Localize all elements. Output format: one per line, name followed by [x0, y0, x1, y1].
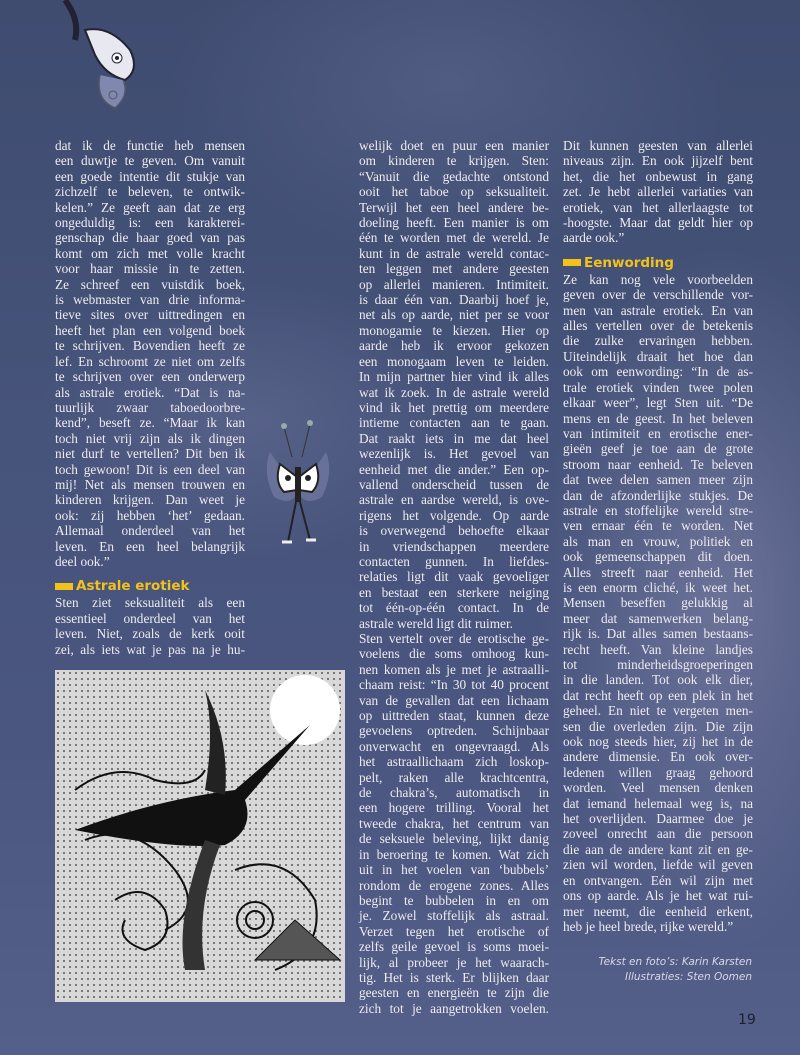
text-line: ledenen willen graag gehoord [563, 764, 753, 780]
text-line: net als op aarde, niet per se voor [359, 307, 549, 323]
text-line: een monogaam leven te leiden. [359, 353, 549, 369]
paragraph [563, 138, 753, 246]
text-line: tot minderheidsgroeperingen [563, 657, 753, 672]
text-line: ten leggen met andere geesten [359, 261, 549, 277]
text-line: heeft het plan een volgend boek [55, 322, 245, 338]
text-line: één te worden met de wereld. Je [359, 230, 549, 246]
text-line: deel ook.” [55, 553, 110, 569]
text-line: op allerlei manieren. Intimiteit. [359, 276, 549, 292]
text-line: Dat raakt iets in me dat heel [359, 430, 549, 446]
text-line: Dit kunnen geesten van allerlei [563, 138, 753, 153]
text-line: essentieel onderdeel van het [55, 610, 245, 626]
text-line: meer dat samenwerken belang- [563, 610, 753, 626]
text-line: doeling heeft. Een manier is om [359, 215, 549, 231]
text-line: de seksuele beleving, lijkt danig [359, 831, 549, 847]
text-line: dat twee delen samen meer zijn [563, 472, 753, 488]
text-line: kinderen krijgen. Dan weet je [55, 492, 245, 508]
page-number: 19 [738, 1012, 756, 1028]
text-line: in die landen. Tot ook elk dier, [563, 672, 753, 688]
text-line: te schrijven. Bovendien heeft ze [55, 338, 245, 354]
section-heading-text: Eenwording [584, 254, 674, 271]
text-line: kunt in de astrale wereld contac- [359, 245, 549, 261]
text-line: geheel. En niet te vergeten men- [563, 703, 753, 719]
text-line: Sten vertelt over de erotische ge- [359, 631, 549, 646]
text-line: tweede chakra, het centrum van [359, 815, 549, 831]
text-line: intieme contacten aan te gaan. [359, 415, 549, 431]
text-line: uit in het voelen van ‘bubbels’ [359, 862, 549, 878]
text-line: ongeduldig is: een karakterei- [55, 215, 245, 231]
text-line: rigens het volgende. Op aarde [359, 507, 549, 523]
text-line: dat recht heeft op een plek in het [563, 687, 753, 703]
text-line: in vriendschappen meerdere [359, 538, 549, 554]
text-line: toch gewoon! Dit is een deel van [55, 461, 245, 477]
paragraph [359, 631, 549, 1016]
text-line: chaam reist: “In 30 tot 40 procent [359, 677, 549, 693]
text-line: Uiteindelijk draait het hoe dan [563, 348, 753, 364]
text-line: pelt, raken alle krachtcentra, [359, 769, 549, 785]
text-line: geven over de verschillende vor- [563, 287, 753, 303]
text-line: -hoogste. Maar dat geldt hier op [563, 215, 753, 231]
paragraph [359, 138, 549, 631]
text-line: dat iemand helemaal weg is, na [563, 795, 753, 811]
text-line: zoveel onrecht aan die persoon [563, 826, 753, 842]
text-line: te schrijven over een onderwerp [55, 369, 245, 385]
text-line: ook gemeenschappen dit doen. [563, 549, 753, 565]
text-line: rondom de erogene zones. Alles [359, 877, 549, 893]
text-line: astrale en aardse wereld, is ove- [359, 492, 549, 508]
text-line: mer neemt, die eenheid erkent, [563, 903, 753, 919]
text-line: voor haar missie in te zetten. [55, 261, 245, 277]
text-line: vind ik het prettig om meerdere [359, 399, 549, 415]
text-line: “Vanuit die gedachte ontstond [359, 168, 549, 184]
text-line: van de gevallen dat een lichaam [359, 692, 549, 708]
text-line: voelens die soms omhoog kun- [359, 646, 549, 662]
text-line: Allemaal onderdeel van het [55, 523, 245, 539]
text-line: is een enorm cliché, ik weet het. [563, 579, 753, 595]
text-line: een goede intentie dit stukje van [55, 168, 245, 184]
text-line: ooit het taboe op seksualiteit. [359, 184, 549, 200]
text-line: zet. Je hebt allerlei variaties van [563, 184, 753, 200]
text-line: recht heeft. Van kleine landjes [563, 641, 753, 657]
credit-illustrations: Illustraties: Sten Oomen [624, 971, 752, 983]
text-line: Ze kan nog vele voorbeelden [563, 271, 753, 287]
text-line: ven ernaar één te worden. Net [563, 518, 753, 534]
text-line: komt om zich met volle kracht [55, 245, 245, 261]
text-line: Verzet tegen het erotische of [359, 923, 549, 939]
text-line: trale erotiek vinden twee polen [563, 379, 753, 395]
text-line: van intimiteit en erotische ener- [563, 425, 753, 441]
text-line: toch niet vrij zijn als ik dingen [55, 430, 245, 446]
text-line: astrale en stoffelijke wereld stre- [563, 502, 753, 518]
text-line: dat ik de functie heb mensen [55, 138, 245, 153]
text-line: In mijn partner hier vind ik alles [359, 369, 549, 385]
text-line: leven. Niet, zoals de kerk ooit [55, 626, 245, 642]
text-line: tieve sites over uittredingen en [55, 307, 245, 323]
text-line: Terwijl het een heel andere be- [359, 199, 549, 215]
article-column-3 [563, 138, 753, 934]
text-line: stroom naar eenheid. Te beleven [563, 456, 753, 472]
text-line: kend”, beseft ze. “Maar ik kan [55, 415, 245, 431]
text-line: sen die overleden zijn. Die zijn [563, 718, 753, 734]
text-line: monogamie te kiezen. Hier op [359, 322, 549, 338]
text-line: Mensen beseffen gelukkig al [563, 595, 753, 611]
text-line: ook nog steeds hier, zij het in de [563, 734, 753, 750]
text-line: op uittreden staat, kunnen deze [359, 708, 549, 724]
text-line: om kinderen te krijgen. Sten: [359, 153, 549, 169]
text-line: tuurlijk zwaar taboedoorbre- [55, 399, 245, 415]
text-line: tig. Het is sterk. Er blijken daar [359, 969, 549, 985]
text-line: is daar één van. Daarbij hoef je, [359, 292, 549, 308]
text-line: lef. En schroomt ze niet om zelfs [55, 353, 245, 369]
text-line: een hogere trilling. Vooral het [359, 800, 549, 816]
text-line: alles vertellen over de betekenis [563, 318, 753, 334]
text-line: als astrale erotiek. “Dat is na- [55, 384, 245, 400]
text-line: en bestaat een sterkere neiging [359, 584, 549, 600]
article-column-2 [359, 138, 549, 1016]
fish-illustration [55, 0, 155, 115]
text-line: begint te bubbelen in en om [359, 892, 549, 908]
text-line: de chakra’s, automatisch in [359, 785, 549, 801]
credit-text-photos: Tekst en foto’s: Karin Karsten [598, 956, 752, 968]
text-line: in beroering te komen. Wat zich [359, 846, 549, 862]
text-line: gevoelens optreden. Schijnbaar [359, 723, 549, 739]
text-line: ook: zij hebben ‘het’ gedaan. [55, 507, 245, 523]
text-line: niet durf te vertellen? Dit ben ik [55, 446, 245, 462]
text-line: contacten gunnen. In liefdes- [359, 553, 549, 569]
text-line: heb je heel brede, rijke wereld.” [563, 918, 734, 934]
text-line: het astraallichaam zich loskop- [359, 754, 549, 770]
text-line: lijk, al probeer je het waarach- [359, 954, 549, 970]
text-line: dan de afzonderlijke stukjes. De [563, 487, 753, 503]
text-line: Sten ziet seksualiteit als een [55, 595, 245, 611]
butterfly-illustration [262, 412, 334, 562]
heading-bar-marker [55, 583, 73, 590]
text-line: als man en vrouw, politiek en [563, 533, 753, 549]
text-line: worden. Veel mensen denken [563, 780, 753, 796]
text-line: tot één-op-één contact. In de [359, 600, 549, 616]
text-line: leven. En een heel belangrijk [55, 538, 245, 554]
bird-ink-illustration [55, 670, 345, 1002]
text-line: genschap die haar goed van pas [55, 230, 245, 246]
text-line: is webmaster van drie informa- [55, 292, 245, 308]
heading-bar-marker [563, 259, 581, 266]
text-line: mij! Net als mensen trouwen en [55, 476, 245, 492]
text-line: relaties ligt dit vaak gevoeliger [359, 569, 549, 585]
text-line: rijk is. Dat alles samen bestaans- [563, 626, 753, 642]
text-line: niveaus zijn. En ook jijzelf bent [563, 153, 753, 169]
text-line: vallend onderscheid tussen de [359, 476, 549, 492]
text-line: een duwtje te geven. Om vanuit [55, 153, 245, 169]
text-line: erotiek, van het allerlaagste tot [563, 199, 753, 215]
text-line: ook om eenwording: “In de as- [563, 364, 753, 380]
text-line: men van astrale erotiek. En van [563, 302, 753, 318]
text-line: eenheid met die ander.” Een op- [359, 461, 549, 477]
article-column-1 [55, 138, 245, 657]
paragraph [55, 595, 245, 657]
text-line: Alles streeft naar eenheid. Het [563, 564, 753, 580]
section-heading-text: Astrale erotiek [76, 578, 190, 595]
paragraph [563, 272, 753, 934]
text-line: aarde heb ik ervoor gekozen [359, 338, 549, 354]
text-line: nen komen als je met je astraalli- [359, 661, 549, 677]
text-line: die zulke ervaringen hebben. [563, 333, 753, 349]
text-line: zich tot je aangetrokken voelen. [359, 1000, 549, 1016]
text-line: is overwegend behoefte elkaar [359, 523, 549, 539]
text-line: elkaar weer”, legt Sten uit. “De [563, 395, 753, 411]
text-line: je. Zowel stoffelijk als astraal. [359, 908, 549, 924]
text-line: die aan de andere kant zit en ge- [563, 841, 753, 857]
section-heading [55, 577, 245, 595]
text-line: Ze schreef een vuistdik boek, [55, 276, 245, 292]
text-line: zei, als iets wat je pas na je hu- [55, 641, 245, 657]
text-line: geesten en energieën te zijn die [359, 985, 549, 1001]
text-line: en ontvangen. Eén wil zijn met [563, 872, 753, 888]
section-heading [563, 254, 753, 272]
text-line: zichzelf te beleven, te ontwik- [55, 184, 245, 200]
text-line: gieën geef je toe aan de grote [563, 441, 753, 457]
text-line: zelfs geile gevoel is soms moei- [359, 939, 549, 955]
text-line: zien wil worden, liefde wil geven [563, 857, 753, 873]
text-line: welijk doet en puur een manier [359, 138, 549, 153]
text-line: aarde ook.” [563, 230, 625, 246]
text-line: het, die het onbewust in gang [563, 168, 753, 184]
text-line: wat ik zoek. In de astrale wereld [359, 384, 549, 400]
text-line: ons op aarde. Als je het wat rui- [563, 888, 753, 904]
text-line: mens en de geest. In het beleven [563, 410, 753, 426]
text-line: kelen.” Ze geeft aan dat ze erg [55, 199, 245, 215]
text-line: wezenlijk is. Het gevoel van [359, 446, 549, 462]
text-line: het overlijden. Daarmee doe je [563, 811, 753, 827]
credits [598, 955, 752, 985]
paragraph [55, 138, 245, 569]
text-line: astrale wereld ligt dit ruimer. [359, 615, 513, 631]
text-line: andere dimensie. En ook over- [563, 749, 753, 765]
text-line: onverwacht en ongevraagd. Als [359, 738, 549, 754]
